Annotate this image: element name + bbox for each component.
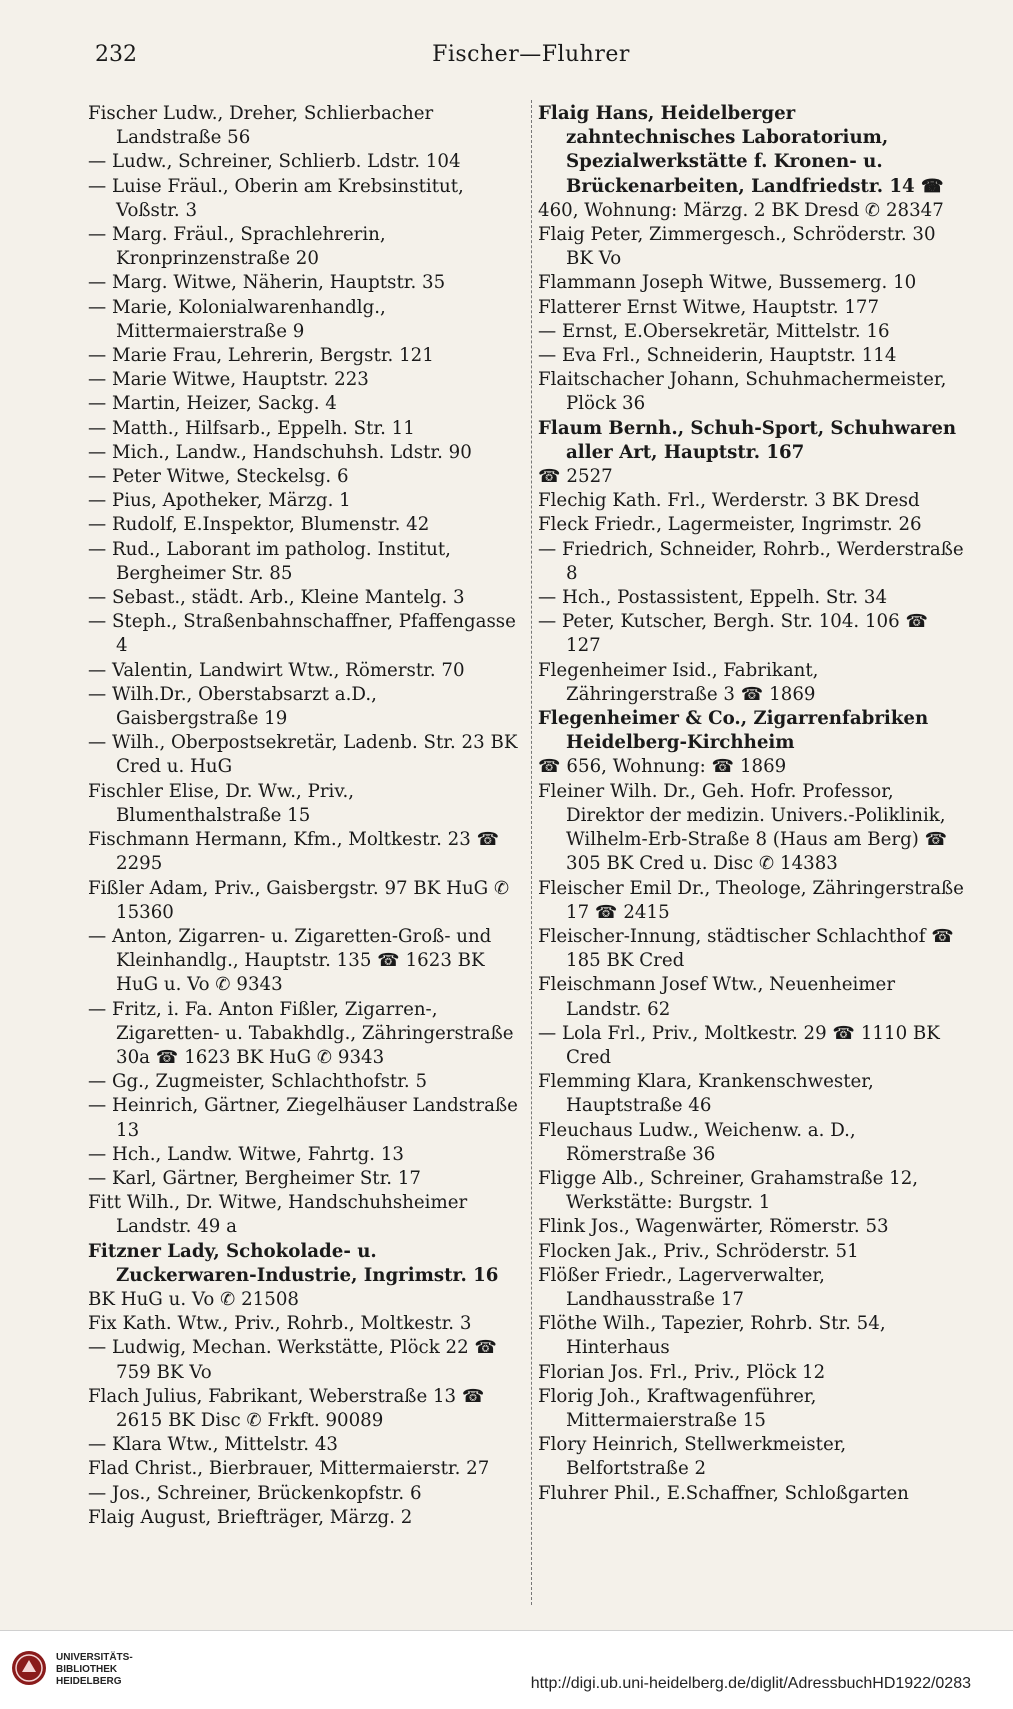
directory-entry: Flechig Kath. Frl., Werderstr. 3 BK Dresd [538,490,920,512]
directory-entry: Flammann Joseph Witwe, Bussemerg. 10 [538,272,917,294]
directory-entry: — Sebast., städt. Arb., Kleine Mantelg. 3 [88,587,465,609]
directory-entry: Fligge Alb., Schreiner, Grahamstraße 12, Werkstätte: Burgstr. 1 [538,1167,919,1214]
logo-line: BIBLIOTHEK [56,1664,118,1675]
directory-entry: — Marie Frau, Lehrerin, Bergstr. 121 [88,345,434,367]
library-logo-text [56,1652,133,1688]
directory-entry: Flegenheimer & Co., Zigarrenfabriken Heidelberg-Kirchheim [538,708,929,754]
directory-entry: Flach Julius, Fabrikant, Weberstraße 13 ☎ 2615 BK Disc ✆ Frkft. 90089 [88,1385,485,1431]
directory-entry: Flaitschacher Johann, Schuhmachermeister, Plöck 36 [538,369,947,415]
directory-entry: — Friedrich, Schneider, Rohrb., Werderstraße 8 [538,538,964,584]
directory-entry: — Ernst, E.Obersekretär, Mittelstr. 16 [538,320,890,342]
directory-entry: — Peter, Kutscher, Bergh. Str. 104. 106 ☎ 127 [538,611,929,657]
directory-entry: — Rud., Laborant im patholog. Institut, Bergheimer Str. 85 [88,538,451,584]
directory-entry: — Jos., Schreiner, Brückenkopfstr. 6 [88,1482,422,1504]
directory-entry: 460, Wohnung: Märzg. 2 BK Dresd ✆ 28347 [538,199,944,221]
directory-entry: BK HuG u. Vo ✆ 21508 [88,1288,299,1310]
right-column [538,102,968,1506]
directory-entry: — Heinrich, Gärtner, Ziegelhäuser Landstraße 13 [88,1095,518,1141]
logo-line: HEIDELBERG [56,1676,122,1687]
directory-entry: Flad Christ., Bierbrauer, Mittermaierstr. 27 [88,1458,490,1480]
university-seal-icon [12,1651,46,1685]
directory-entry: — Peter Witwe, Steckelsg. 6 [88,466,349,488]
directory-entry: — Marg. Fräul., Sprachlehrerin, Kronprinzenstraße 20 [88,224,386,270]
directory-entry: Fluhrer Phil., E.Schaffner, Schloßgarten [538,1482,909,1504]
directory-entry: Fleischer-Innung, städtischer Schlachthof ☎ 185 BK Cred [538,925,954,972]
directory-entry: Fitt Wilh., Dr. Witwe, Handschuhsheimer Landstr. 49 a [88,1192,468,1238]
directory-entry: — Klara Wtw., Mittelstr. 43 [88,1434,338,1456]
directory-entry: Flemming Klara, Krankenschwester, Hauptstraße 46 [538,1071,874,1117]
directory-entry: Flaum Bernh., Schuh-Sport, Schuhwaren aller Art, Hauptstr. 167 [538,417,957,463]
directory-entry: — Hch., Postassistent, Eppelh. Str. 34 [538,587,888,609]
directory-entry: Fleischmann Josef Wtw., Neuenheimer Landstr. 62 [538,974,896,1020]
directory-entry: Flaig August, Briefträger, Märzg. 2 [88,1506,413,1528]
directory-entry: Fleischer Emil Dr., Theologe, Zähringerstraße 17 ☎ 2415 [538,877,964,923]
page-header [95,38,967,78]
directory-entry: — Ludw., Schreiner, Schlierb. Ldstr. 104 [88,151,461,173]
directory-entry: Flink Jos., Wagenwärter, Römerstr. 53 [538,1216,889,1238]
directory-entry: Fleck Friedr., Lagermeister, Ingrimstr. 26 [538,514,922,536]
directory-entry: — Martin, Heizer, Sackg. 4 [88,393,337,415]
directory-entry: Fißler Adam, Priv., Gaisbergstr. 97 BK HuG ✆ 15360 [88,877,510,923]
page-number: 232 [95,42,137,67]
source-url-link[interactable]: http://digi.ub.uni-heidelberg.de/diglit/AdressbuchHD1922/0283 [530,1675,971,1692]
directory-entry: — Anton, Zigarren- u. Zigaretten-Groß- und Kleinhandlg., Hauptstr. 135 ☎ 1623 BK HuG u. Vo ✆ 9343 [88,925,492,996]
logo-line: UNIVERSITÄTS- [56,1652,133,1663]
directory-entry: — Karl, Gärtner, Bergheimer Str. 17 [88,1167,421,1189]
viewer-footer [0,1630,1013,1709]
directory-entry: Florig Joh., Kraftwagenführer, Mittermaierstraße 15 [538,1385,817,1431]
directory-entry: — Luise Fräul., Oberin am Krebsinstitut, Voßstr. 3 [88,175,464,221]
directory-entry: Florian Jos. Frl., Priv., Plöck 12 [538,1361,826,1383]
directory-entry: Flatterer Ernst Witwe, Hauptstr. 177 [538,296,880,318]
directory-entry: — Hch., Landw. Witwe, Fahrtg. 13 [88,1143,405,1165]
directory-entry: Fischmann Hermann, Kfm., Moltkestr. 23 ☎ 2295 [88,829,500,875]
directory-entry: — Mich., Landw., Handschuhsh. Ldstr. 90 [88,441,472,463]
directory-entry: — Marie, Kolonialwarenhandlg., Mittermaierstraße 9 [88,296,386,342]
directory-entry: Fitzner Lady, Schokolade- u. Zuckerwaren-Industrie, Ingrimstr. 16 [88,1240,499,1286]
directory-entry: — Matth., Hilfsarb., Eppelh. Str. 11 [88,417,415,439]
directory-entry: — Gg., Zugmeister, Schlachthofstr. 5 [88,1071,428,1093]
directory-entry: — Wilh., Oberpostsekretär, Ladenb. Str. 23 BK Cred u. HuG [88,732,518,778]
directory-entry: Fischler Elise, Dr. Ww., Priv., Blumenthalstraße 15 [88,780,355,826]
directory-entry: Fix Kath. Wtw., Priv., Rohrb., Moltkestr. 3 [88,1313,472,1335]
directory-entry: — Eva Frl., Schneiderin, Hauptstr. 114 [538,345,897,367]
directory-entry: — Ludwig, Mechan. Werkstätte, Plöck 22 ☎ 759 BK Vo [88,1337,498,1383]
directory-entry: Flößer Friedr., Lagerverwalter, Landhausstraße 17 [538,1264,825,1310]
directory-entry: Fleuchaus Ludw., Weichenw. a. D., Römerstraße 36 [538,1119,856,1165]
directory-entry: — Fritz, i. Fa. Anton Fißler, Zigarren-, Zigaretten- u. Tabakhdlg., Zähringerstraße 30a ☎ 1623 BK HuG ✆ 9343 [88,998,514,1068]
directory-entry: — Pius, Apotheker, Märzg. 1 [88,490,351,512]
directory-entry: Flory Heinrich, Stellwerkmeister, Belfortstraße 2 [538,1434,847,1480]
directory-entry: — Wilh.Dr., Oberstabsarzt a.D., Gaisbergstraße 19 [88,683,377,730]
directory-entry: Flegenheimer Isid., Fabrikant, Zähringerstraße 3 ☎ 1869 [538,659,819,705]
column-divider [531,100,532,1605]
left-column [88,102,518,1530]
directory-entry: Fischer Ludw., Dreher, Schlierbacher Landstraße 56 [88,103,434,149]
directory-entry: Flaig Peter, Zimmergesch., Schröderstr. 30 BK Vo [538,224,936,270]
directory-entry: — Valentin, Landwirt Wtw., Römerstr. 70 [88,659,465,681]
directory-entry: — Marg. Witwe, Näherin, Hauptstr. 35 [88,272,446,294]
directory-entry: — Steph., Straßenbahnschaffner, Pfaffengasse 4 [88,611,516,657]
directory-entry: Fleiner Wilh. Dr., Geh. Hofr. Professor, Direktor der medizin. Univers.-Poliklinik, Wilhelm-Erb-Straße 8 (Haus am Berg) ☎ 305 BK Cred u. Disc ✆ 14383 [538,780,948,875]
directory-entry: Flocken Jak., Priv., Schröderstr. 51 [538,1240,859,1262]
directory-entry: — Lola Frl., Priv., Moltkestr. 29 ☎ 1110 BK Cred [538,1022,940,1068]
directory-entry: Flaig Hans, Heidelberger zahntechnisches Laboratorium, Spezialwerkstätte f. Kronen- u. Brückenarbeiten, Landfriedstr. 14 ☎ [538,103,944,197]
directory-entry: — Marie Witwe, Hauptstr. 223 [88,369,369,391]
directory-entry: ☎ 656, Wohnung: ☎ 1869 [538,756,787,778]
directory-entry: — Rudolf, E.Inspektor, Blumenstr. 42 [88,514,430,536]
directory-entry: ☎ 2527 [538,466,613,488]
directory-entry: Flöthe Wilh., Tapezier, Rohrb. Str. 54, Hinterhaus [538,1313,886,1359]
page-title: Fischer—Fluhrer [432,42,630,67]
